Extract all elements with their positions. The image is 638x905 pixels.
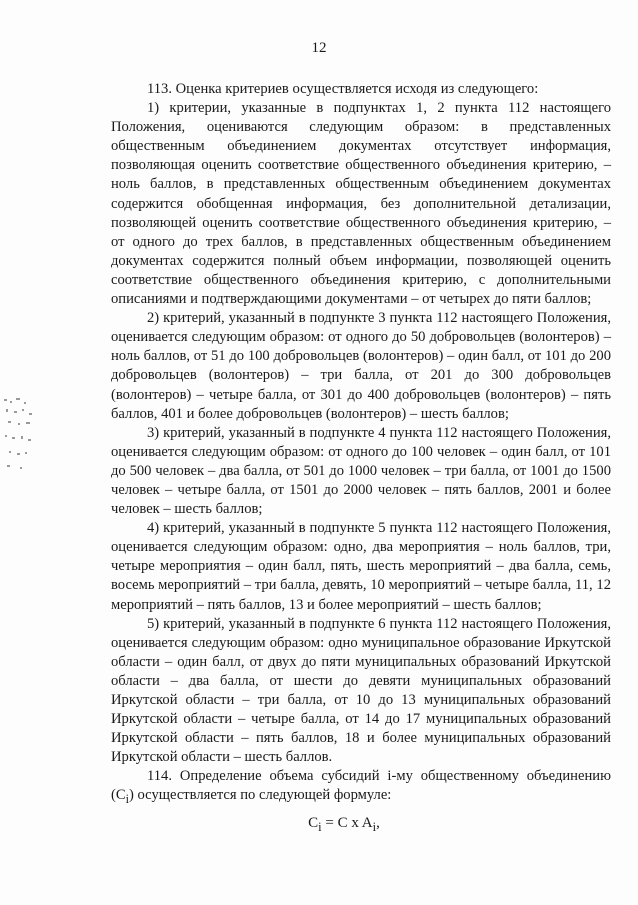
formula-lhs-subscript: i [318,820,322,834]
paragraph-113-item-3: 3) критерий, указанный в подпункте 4 пункта 112 настоящего Положения, оценивается следующим образом: от одного до 100 человек – один балл, от 101 до 500 человек – два балла, от 501 до 1000 человек – три балла, от 1001 до 1500 человек – четыре балла, от 1501 до 2000 человек – пять баллов, 2001 и более человек – шесть баллов; [111,424,611,518]
paragraph-113: 113. Оценка критериев осуществляется исходя из следующего: [147,81,539,97]
paragraph-113-item-1: 1) критерии, указанные в подпунктах 1, 2 пункта 112 настоящего Положения, оцениваются следующим образом: в представленных общественным объединением документах отсутствует информация, позволяющая оценить соответствие общественного объединения критерию, – ноль баллов, в представленных общественным объединением документах содержится обобщенная информация, без дополнительной детализации, позволяющей оценить соответствие общественного объединения критерию, – от одного до трех баллов, в представленных общественным объединением документах содержится полный объем информации, позволяющей оценить соответствие общественного объединения критерию, с дополнительными описаниями и подтверждающими документами – от четырех до пяти баллов; [111,100,611,308]
paragraph-113-item-2: 2) критерий, указанный в подпункте 3 пункта 112 настоящего Положения, оценивается следующим образом: от одного до 50 добровольцев (волонтеров) – ноль баллов, от 51 до 100 добровольцев (волонтеров) – один балл, от 101 до 200 добровольцев (волонтеров) – три балла, от 201 до 300 добровольцев (волонтеров) – четыре балла, от 301 до 400 добровольцев (волонтеров) – пять баллов, 401 и более добровольцев (волонтеров) – шесть баллов; [111,310,611,422]
formula-rhs-subscript: i [372,820,377,834]
paragraph-114 [111,767,611,809]
paragraph-114-subscript: i [125,792,129,807]
scan-artifact [2,395,36,475]
page-number: 12 [311,40,327,56]
paragraph-113-item-5: 5) критерий, указанный в подпункте 6 пункта 112 настоящего Положения, оценивается следующим образом: одно муниципальное образование Иркутской области – один балл, от двух до пяти муниципальных образований Иркутской области – два балла, от шести до девяти муниципальных образований Иркутской области – три балла, от 10 до 13 муниципальных образований Иркутской области – четыре балла, от 14 до 17 муниципальных образований Иркутской области – пять баллов, 18 и более муниципальных образований Иркутской области – шесть баллов. [111,615,611,766]
formula-tail: , [376,815,380,831]
paragraph-114-end: ) осуществляется по следующей формуле: [128,787,392,804]
document-body [111,80,611,809]
paragraph-113-item-4: 4) критерий, указанный в подпункте 5 пункта 112 настоящего Положения, оценивается следующим образом: одно, два мероприятия – ноль баллов, три, четыре мероприятия – один балл, пять, шесть мероприятий – два балла, семь, восемь мероприятий – три балла, девять, 10 мероприятий – четыре балла, 11, 12 мероприятий – пять баллов, 13 и более мероприятий – шесть баллов; [111,520,611,613]
paragraph-114-start: 114. Определение объема субсидий i-му общественному объединению (C [111,768,611,804]
formula-lhs: C [308,815,319,831]
subsidy-formula [0,815,638,835]
formula-middle: = C x A [321,815,373,831]
